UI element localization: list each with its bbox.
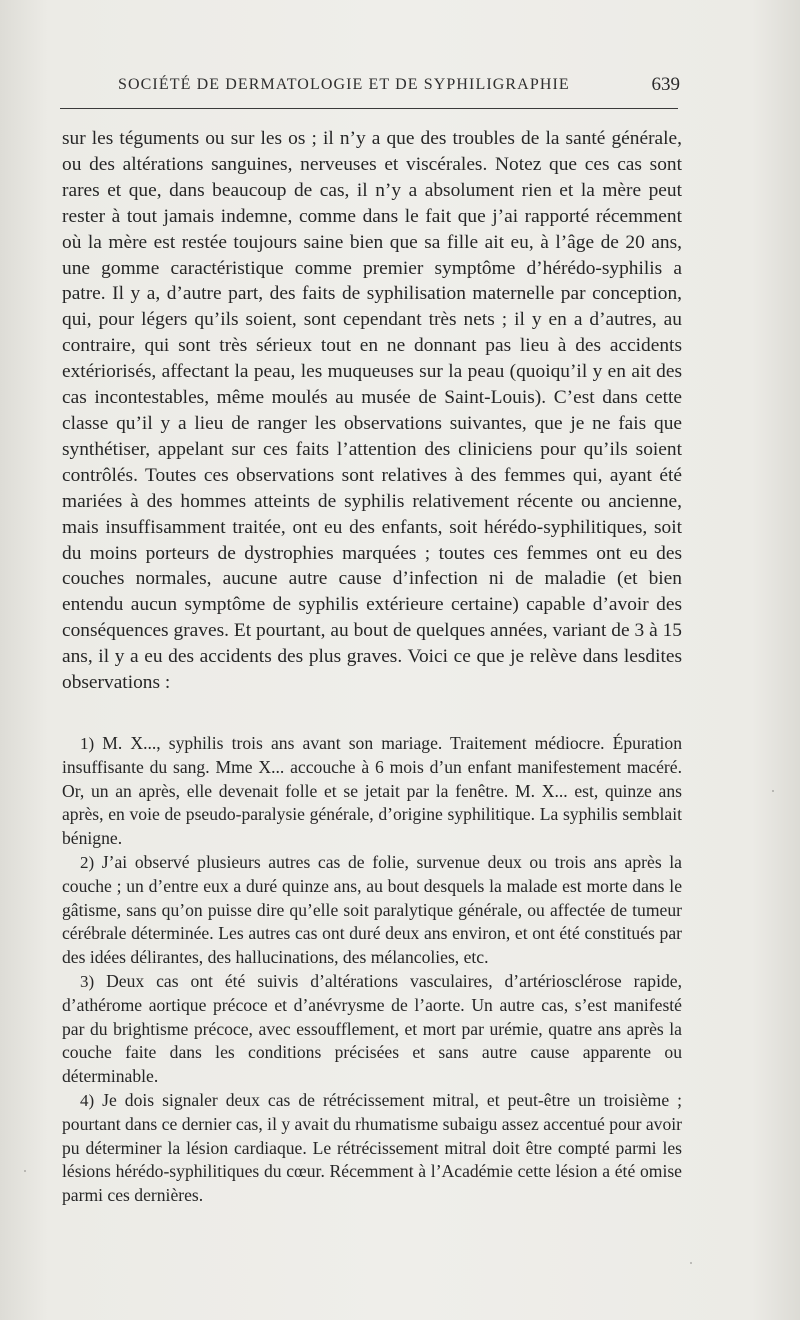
- header-rule: [60, 108, 678, 109]
- paper-speck: [24, 1170, 26, 1172]
- observation-item: [62, 732, 682, 851]
- paper-speck: [690, 1262, 692, 1264]
- observation-number: 2): [80, 852, 95, 872]
- observation-item: [62, 851, 682, 970]
- running-title: SOCIÉTÉ DE DERMATOLOGIE ET DE SYPHILIGRAPHIE: [118, 76, 570, 93]
- observation-item: [62, 1089, 682, 1208]
- page-number: 639: [651, 74, 680, 95]
- paper-speck: [772, 790, 774, 792]
- running-head: [118, 74, 680, 100]
- observation-text: Je dois signaler deux cas de rétrécissement mitral, et peut-être un troisième ; pourtant dans ce dernier cas, il y avait du rhumatisme subaigu assez accentué pour avoir pu déterminer la lésion cardiaque. Le rétrécissement mitral doit être compté parmi les lésions hérédo-syphilitiques du cœur. Récemment à l’Académie cette lésion a été omise parmi ces dernières.: [62, 1089, 682, 1206]
- observation-number: 4): [80, 1090, 95, 1110]
- observation-item: [62, 970, 682, 1089]
- body-paragraph: sur les téguments ou sur les os ; il n’y a que des troubles de la santé générale, ou des altérations sanguines, nerveuses et viscérales. Notez que ces cas sont rares et que, dans beaucoup de cas, il n’y a absolument rien et la mère peut rester à tout jamais indemne, comme dans le fait que j’ai rapporté récemment où la mère est restée toujours saine bien que sa fille ait eu, à l’âge de 20 ans, une gomme caractéristique comme premier symptôme d’hérédo-syphilis a patre. Il y a, d’autre part, des faits de syphilisation maternelle par conception, qui, pour légers qu’ils soient, sont cependant très nets ; il y en a d’autres, au contraire, qui sont très sérieux tout en ne donnant pas lieu à des accidents extériorisés, affectant la peau, les muqueuses sur la peau (quoiqu’il y en ait des cas incontestables, même moulés au musée de Saint-Louis). C’est dans cette classe qu’il y a lieu de ranger les observations suivantes, que je ne fais que synthétiser, appelant sur ces faits l’attention des cliniciens pour qu’ils soient contrôlés. Toutes ces observations sont relatives à des femmes qui, ayant été mariées à des hommes atteints de syphilis relativement récente ou ancienne, mais insuffisamment traitée, ont eu des enfants, soit hérédo-syphilitiques, soit du moins porteurs de dystrophies marquées ; toutes ces femmes ont eu des couches normales, aucune autre cause d’infection ni de maladie (et bien entendu aucun symptôme de syphilis extérieure certaine) capable d’avoir des conséquences graves. Et pourtant, au bout de quelques années, variant de 3 à 15 ans, il y a eu des accidents des plus graves. Voici ce que je relève dans lesdites observations :: [62, 128, 682, 694]
- observation-text: J’ai observé plusieurs autres cas de folie, survenue deux ou trois ans après la couche ; un d’entre eux a duré quinze ans, au bout desquels la malade est morte dans le gâtisme, sans qu’on puisse dire qu’elle soit paralytique générale, ou affectée de tumeur cérébrale déterminée. Les autres cas ont duré deux ans environ, et ont été constitués par des idées délirantes, des hallucinations, des mélancolies, etc.: [62, 851, 682, 968]
- observation-number: 3): [80, 971, 95, 991]
- observation-text: M. X..., syphilis trois ans avant son mariage. Traitement médiocre. Épuration insuffisante du sang. Mme X... accouche à 6 mois d’un enfant manifestement macéré. Or, un an après, elle devenait folle et se jetait par la fenêtre. M. X... est, quinze ans après, en voie de pseudo-paralysie générale, d’origine syphilitique. La syphilis semblait bénigne.: [62, 733, 682, 849]
- observation-number: 1): [80, 734, 95, 753]
- observations-list: [62, 732, 682, 1208]
- main-text: [62, 126, 682, 696]
- observation-text: Deux cas ont été suivis d’altérations vasculaires, d’artériosclérose rapide, d’athérome aortique précoce et d’anévrysme de l’aorte. Un autre cas, s’est manifesté par du brightisme précoce, avec essoufflement, et mort par urémie, quatre ans après la couche faite dans les conditions précisées et sans autre cause apparente ou déterminable.: [62, 970, 682, 1087]
